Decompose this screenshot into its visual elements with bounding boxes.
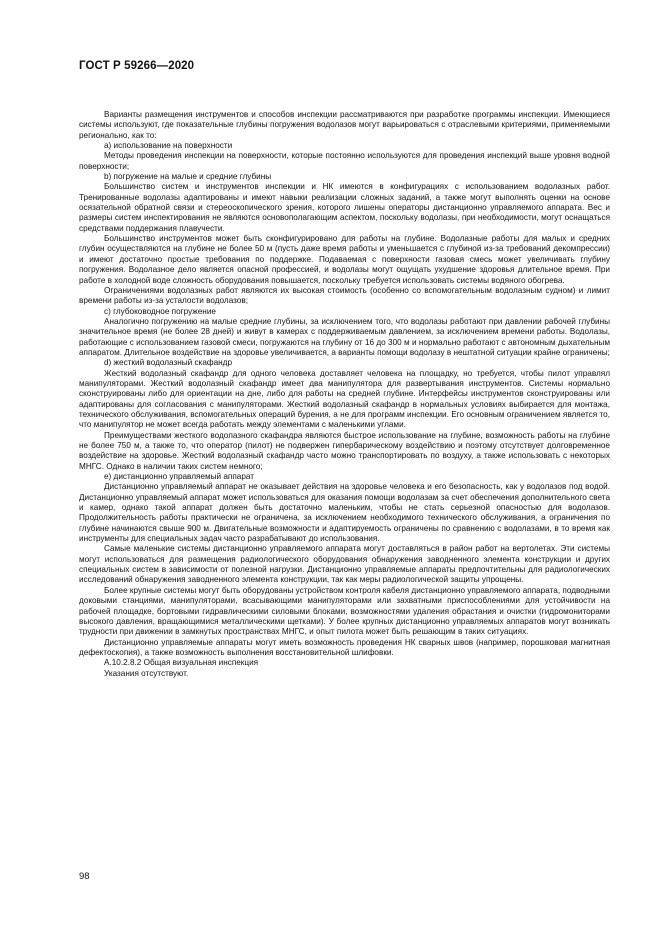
list-item-heading: с) глубоководное погружение: [104, 306, 216, 316]
paragraph: Варианты размещения инструментов и способов инспекции рассматриваются при разработке программы инспекции. Имеющиеся системы используют, где показательные глубины погружения водолазов могут варьироваться с отраслевыми критериями, применяемыми регионально, как то:: [79, 110, 610, 140]
paragraph: Аналогично погружению на малые средние глубины, за исключением того, что водолазы работают при давлении рабочей глубины значительное время (не более 28 дней) и живут в камерах с поддерживаемым давлением, за исключением времени работы. Водолазы, работающие с использованием газовой смеси, погружаются на глубину от 16 до 300 м и нормально работают с автономным дыхательным аппаратом. Длительное воздействие на здоровье увеличивается, а варианты помощи водолазу в нештатной ситуации крайне ограничены;: [79, 316, 610, 357]
paragraph: Большинство систем и инструментов инспекции и НК имеются в конфигурациях с использованием водолазных работ. Тренированные водолазы адаптированы и имеют навыки реализации сложных заданий, а также могут выполнять оценки на основе осязательной обратной связи и стереоскопического зрения, которого лишены операторы дистанционно управляемого аппарата. Вес и размеры систем инспектирования не являются основополагающим аспектом, поскольку водолазы, при необходимости, могут оснащаться средствами поддержания плавучести.: [79, 182, 610, 233]
standard-header: ГОСТ Р 59266—2020: [79, 60, 195, 72]
paragraph: Указания отсутствуют.: [104, 668, 189, 678]
list-item-heading: е) дистанционно управляемый аппарат: [104, 472, 254, 482]
paragraph: Ограничениями водолазных работ являются их высокая стоимость (особенно со вспомогательным водолазным судном) и лимит времени работы из-за усталости водолазов;: [79, 285, 610, 306]
page-number: 98: [79, 871, 90, 882]
list-item-heading: b) погружение на малые и средние глубины: [104, 172, 272, 182]
paragraph: Дистанционно управляемые аппараты могут иметь возможность проведения НК сварных швов (например, порошковая магнитная дефектоскопия), а также возможность выполнения восстановительной шлифовки.: [79, 637, 610, 657]
paragraph: Методы проведения инспекции на поверхности, которые постоянно используются для проведения инспекций выше уровня водной поверхности;: [79, 151, 610, 171]
paragraph: Самые маленькие системы дистанционно управляемого аппарата могут доставляться в район работ на вертолетах. Эти системы могут использоваться для размещения радиологического оборудования обнаружения заводненного элемента конструкции и других специальных систем в зависимости от полезной нагрузки. Дистанционно управляемые аппараты предпочтительны для радиологических исследований обнаружения заводненного элемента конструкции, так как меры радиологической защиты упрощены.: [79, 544, 610, 585]
document-body: [79, 110, 610, 679]
section-heading: А.10.2.8.2 Общая визуальная инспекция: [104, 658, 259, 668]
paragraph: Дистанционно управляемый аппарат не оказывает действия на здоровье человека и его безопасность, как у водолазов под водой. Дистанционно управляемый аппарат может использоваться для оказания помощи водолазам за счет обеспечения дополнительного света и камер, однако такой аппарат должен быть достаточно маленьким, чтобы не стать серьезной опасностью для водолазов. Продолжительность работы практически не ограничена, за исключением необходимого технического обслуживания, а ограничения по глубине начинаются свыше 900 м. Двигательные возможности и адаптируемость ограничены по сравнению с водолазами, в то время как инструменты для специальных задач часто разрабатывают до использования.: [79, 482, 610, 544]
paragraph: Жесткий водолазный скафандр для одного человека доставляет человека на площадку, но требуется, чтобы пилот управлял манипуляторами. Жесткий водолазный скафандр имеет два манипулятора для развертывания инструментов. Системы нормально сконструированы либо для ориентации на дне, либо для работы на средней глубине. Интерфейсы инструментов сконструированы или адаптированы для согласования с манипуляторами. Жесткий водолазный скафандр в нормальных условиях выбирается для монтажа, технического обслуживания, вспомогательных операций бурения, а не для программ инспекции. Его основным ограничением является то, что манипулятор не может всегда работать между элементами с маленькими углами.: [79, 368, 610, 430]
list-item-heading: d) жесткий водолазный скафандр: [104, 358, 233, 368]
paragraph: Большинство инструментов может быть сконфигурировано для работы на глубине. Водолазные работы для малых и средних глубин осуществляются на глубине не более 50 м (пусть даже время работы и уменьшается с глубиной из-за требований декомпрессии) и имеют достаточно простые требования по поддержке. Подаваемая с поверхности газовая смесь может увеличивать глубину погружения. Водолазное дело является опасной профессией, и водолазы могут ощущать ухудшение здоровья длительное время. При работе в холодной воде сложность оборудования повышается, поскольку требуется использовать системы водяного обогрева.: [79, 234, 610, 285]
list-item-heading: а) использование на поверхности: [104, 141, 233, 151]
paragraph: Преимуществами жесткого водолазного скафандра являются быстрое использование на глубине, возможность работы на глубине не более 750 м, а также то, что оператор (пилот) не подвержен гипербарическому воздействию и поэтому отсутствует долговременное воздействие на здоровье. Жесткий водолазный скафандр часто можно транспортировать по воздуху, а также использовать с некоторых МНГС. Однако в наличии таких систем немного;: [79, 430, 610, 471]
paragraph: Более крупные системы могут быть оборудованы устройством контроля кабеля дистанционно управляемого аппарата, подводными доковыми станциями, манипуляторами, всасывающими манипуляторами или захватными приспособлениями для устойчивости на рабочей площадке, бортовыми гидравлическими силовыми блоками, возможностями удаления обрастания и очистки (гидромониторами высокого давления, вращающимися металлическими щетками). У более крупных дистанционно управляемых аппаратов могут возникать трудности при движении в замкнутых пространствах МНГС, и опыт пилота может быть решающим в таких ситуациях.: [79, 585, 610, 637]
